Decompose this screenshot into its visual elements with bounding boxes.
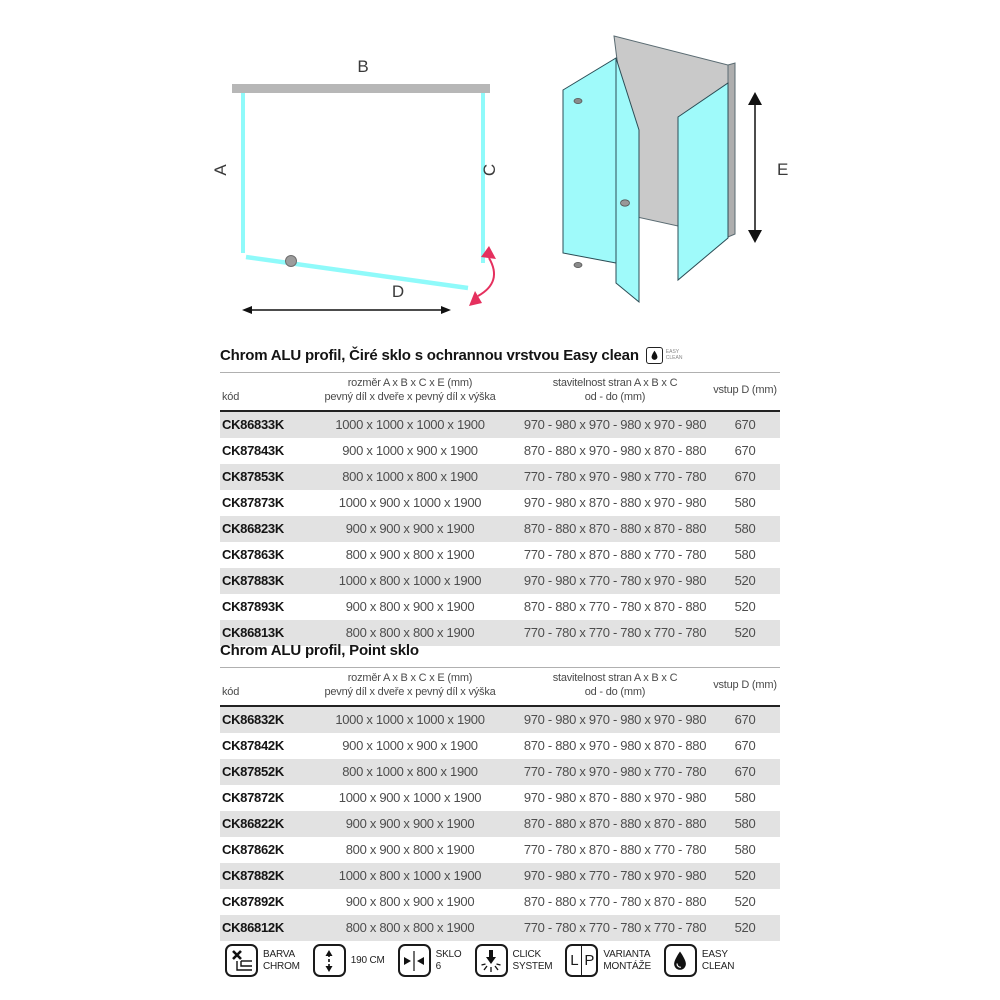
cell-kod: CK87883K: [222, 573, 284, 589]
section-title: [220, 346, 780, 364]
cell-rozmer: 800 x 900 x 800 x 1900: [345, 547, 475, 563]
header-vstup: vstup D (mm): [710, 373, 780, 411]
spec-table-easy-clean: [220, 372, 780, 646]
cell-kod: CK87893K: [222, 599, 284, 615]
mount-variant-icon: [565, 944, 598, 977]
cell-stavitelnost: 970 - 980 x 870 - 880 x 970 - 980: [523, 495, 707, 511]
cell-vstup: 580: [734, 521, 756, 537]
cell-vstup: 670: [734, 443, 756, 459]
glass-panel-c: [481, 93, 485, 263]
table-row: [220, 542, 780, 568]
variant-letter-left: L: [570, 952, 579, 969]
cell-stavitelnost: 770 - 780 x 770 - 780 x 770 - 780: [523, 625, 707, 641]
cell-vstup: 580: [734, 816, 756, 832]
badge-mount-variant: [565, 944, 651, 977]
cell-kod: CK87873K: [222, 495, 284, 511]
cell-stavitelnost: 870 - 880 x 870 - 880 x 870 - 880: [523, 521, 707, 537]
cell-vstup: 670: [734, 417, 756, 433]
badge-height: [313, 944, 385, 977]
hinge-top: [574, 98, 582, 103]
cell-vstup: 670: [734, 469, 756, 485]
cell-kod: CK87853K: [222, 469, 284, 485]
cell-stavitelnost: 870 - 880 x 970 - 980 x 870 - 880: [523, 738, 707, 754]
badge-click-system: [475, 944, 553, 977]
table-row: [220, 411, 780, 438]
cell-vstup: 520: [734, 868, 756, 884]
section-title-text: Chrom ALU profil, Point sklo: [220, 641, 419, 659]
table-header-row: [220, 668, 780, 706]
cell-rozmer: 1000 x 800 x 1000 x 1900: [338, 573, 482, 589]
cell-rozmer: 800 x 900 x 800 x 1900: [345, 842, 475, 858]
cell-kod: CK87872K: [222, 790, 284, 806]
header-rozmer: rozměr A x B x C x E (mm) pevný díl x dveře x pevný díl x výška: [300, 668, 520, 706]
table-row: [220, 837, 780, 863]
cell-kod: CK86822K: [222, 816, 284, 832]
cell-kod: CK87882K: [222, 868, 284, 884]
cell-vstup: 520: [734, 599, 756, 615]
glass-door: [246, 257, 468, 288]
cell-rozmer: 900 x 800 x 900 x 1900: [345, 599, 475, 615]
cell-kod: CK87863K: [222, 547, 284, 563]
cell-vstup: 670: [734, 764, 756, 780]
height-range-icon: [313, 944, 346, 977]
door-knob: [286, 256, 297, 267]
cell-kod: CK87862K: [222, 842, 284, 858]
cell-kod: CK87892K: [222, 894, 284, 910]
badge-easy-clean: [664, 944, 734, 977]
cell-rozmer: 800 x 1000 x 800 x 1900: [342, 469, 478, 485]
cell-stavitelnost: 770 - 780 x 870 - 880 x 770 - 780: [523, 842, 707, 858]
cell-vstup: 580: [734, 790, 756, 806]
section-easy-clean: [220, 346, 780, 646]
cell-stavitelnost: 770 - 780 x 970 - 980 x 770 - 780: [523, 469, 707, 485]
spec-table-point-sklo: [220, 667, 780, 941]
cell-rozmer: 1000 x 900 x 1000 x 1900: [338, 790, 482, 806]
easy-clean-title-badge: [646, 347, 683, 364]
badge-barva-chrom: [225, 944, 300, 977]
cell-stavitelnost: 770 - 780 x 770 - 780 x 770 - 780: [523, 920, 707, 936]
badge-label: BARVA CHROM: [263, 949, 300, 972]
table-row: [220, 759, 780, 785]
table-row: [220, 733, 780, 759]
cell-stavitelnost: 870 - 880 x 770 - 780 x 870 - 880: [523, 894, 707, 910]
badge-label: CLICK SYSTEM: [512, 949, 553, 972]
table-row: [220, 438, 780, 464]
hinge-bottom: [574, 262, 582, 267]
cell-rozmer: 1000 x 900 x 1000 x 1900: [338, 495, 482, 511]
cell-stavitelnost: 970 - 980 x 770 - 780 x 970 - 980: [523, 868, 707, 884]
dimension-label-e: E: [777, 160, 789, 179]
cell-stavitelnost: 870 - 880 x 770 - 780 x 870 - 880: [523, 599, 707, 615]
wall-edge-profile: [728, 63, 735, 237]
cell-stavitelnost: 970 - 980 x 870 - 880 x 970 - 980: [523, 790, 707, 806]
variant-letter-right: P: [584, 952, 595, 969]
cell-vstup: 520: [734, 894, 756, 910]
dimension-label-b: B: [357, 57, 369, 76]
cell-stavitelnost: 970 - 980 x 770 - 780 x 970 - 980: [523, 573, 707, 589]
easy-clean-icon: [664, 944, 697, 977]
table-row: [220, 785, 780, 811]
cell-stavitelnost: 770 - 780 x 870 - 880 x 770 - 780: [523, 547, 707, 563]
barva-chrom-icon: [225, 944, 258, 977]
table-row: [220, 889, 780, 915]
section-title: [220, 641, 780, 659]
cell-vstup: 580: [734, 547, 756, 563]
glass-panel-left-3d: [563, 58, 616, 263]
easy-clean-badge-label: EASY CLEAN: [665, 349, 683, 361]
cell-kod: CK87852K: [222, 764, 284, 780]
cell-rozmer: 1000 x 800 x 1000 x 1900: [338, 868, 482, 884]
cell-rozmer: 900 x 1000 x 900 x 1900: [342, 738, 478, 754]
section-point-sklo: [220, 641, 780, 941]
cell-kod: CK86832K: [222, 712, 284, 728]
table-row: [220, 516, 780, 542]
cell-stavitelnost: 870 - 880 x 970 - 980 x 870 - 880: [523, 443, 707, 459]
cell-rozmer: 1000 x 1000 x 1000 x 1900: [335, 417, 485, 433]
cell-vstup: 520: [734, 573, 756, 589]
door-knob-3d: [621, 200, 630, 206]
cell-rozmer: 1000 x 1000 x 1000 x 1900: [335, 712, 485, 728]
cell-rozmer: 900 x 1000 x 900 x 1900: [342, 443, 478, 459]
header-kod: kód: [220, 668, 300, 706]
click-system-icon: [475, 944, 508, 977]
cell-stavitelnost: 770 - 780 x 970 - 980 x 770 - 780: [523, 764, 707, 780]
cell-rozmer: 800 x 800 x 800 x 1900: [345, 920, 475, 936]
door-swing-arrow: [469, 246, 496, 306]
top-view-diagram: [190, 20, 530, 320]
table-header-row: [220, 373, 780, 411]
table-row: [220, 464, 780, 490]
glass-panel-right-3d: [678, 83, 728, 280]
feature-badges: [225, 944, 734, 977]
header-vstup: vstup D (mm): [710, 668, 780, 706]
cell-vstup: 670: [734, 738, 756, 754]
table-row: [220, 863, 780, 889]
cell-vstup: 520: [734, 920, 756, 936]
cell-kod: CK86833K: [222, 417, 284, 433]
cell-kod: CK86823K: [222, 521, 284, 537]
header-stavitelnost: stavitelnost stran A x B x C od - do (mm): [520, 373, 710, 411]
table-row: [220, 594, 780, 620]
cell-kod: CK87842K: [222, 738, 284, 754]
header-rozmer: rozměr A x B x C x E (mm) pevný díl x dveře x pevný díl x výška: [300, 373, 520, 411]
wall-profile: [232, 84, 490, 93]
glass-thickness-icon: [398, 944, 431, 977]
cell-vstup: 580: [734, 842, 756, 858]
table-row: [220, 915, 780, 941]
glass-panel-a: [241, 93, 245, 253]
table-row: [220, 490, 780, 516]
cell-rozmer: 800 x 1000 x 800 x 1900: [342, 764, 478, 780]
dimension-label-a: A: [211, 164, 230, 176]
table-row: [220, 706, 780, 733]
cell-rozmer: 800 x 800 x 800 x 1900: [345, 625, 475, 641]
cell-rozmer: 900 x 900 x 900 x 1900: [345, 816, 475, 832]
badge-glass: [398, 944, 462, 977]
cell-rozmer: 900 x 900 x 900 x 1900: [345, 521, 475, 537]
perspective-diagram: [545, 12, 805, 312]
badge-label: VARIANTA MONTÁŽE: [603, 949, 651, 972]
cell-rozmer: 900 x 800 x 900 x 1900: [345, 894, 475, 910]
easy-clean-icon: [646, 347, 663, 364]
cell-kod: CK86813K: [222, 625, 284, 641]
cell-vstup: 670: [734, 712, 756, 728]
section-title-text: Chrom ALU profil, Čiré sklo s ochrannou vrstvou Easy clean: [220, 346, 639, 364]
width-dimension-arrow: [242, 306, 451, 314]
height-dimension-arrow: [748, 92, 762, 243]
badge-label: 190 CM: [350, 954, 385, 966]
cell-stavitelnost: 970 - 980 x 970 - 980 x 970 - 980: [523, 712, 707, 728]
dimension-label-d: D: [391, 282, 405, 301]
header-kod: kód: [220, 373, 300, 411]
table-row: [220, 568, 780, 594]
cell-stavitelnost: 870 - 880 x 870 - 880 x 870 - 880: [523, 816, 707, 832]
cell-kod: CK87843K: [222, 443, 284, 459]
dimension-label-c: C: [480, 163, 499, 177]
cell-kod: CK86812K: [222, 920, 284, 936]
header-stavitelnost: stavitelnost stran A x B x C od - do (mm): [520, 668, 710, 706]
table-row: [220, 811, 780, 837]
cell-vstup: 520: [734, 625, 756, 641]
cell-vstup: 580: [734, 495, 756, 511]
cell-stavitelnost: 970 - 980 x 970 - 980 x 970 - 980: [523, 417, 707, 433]
badge-label: SKLO 6: [435, 949, 462, 972]
badge-label: EASY CLEAN: [701, 949, 735, 972]
